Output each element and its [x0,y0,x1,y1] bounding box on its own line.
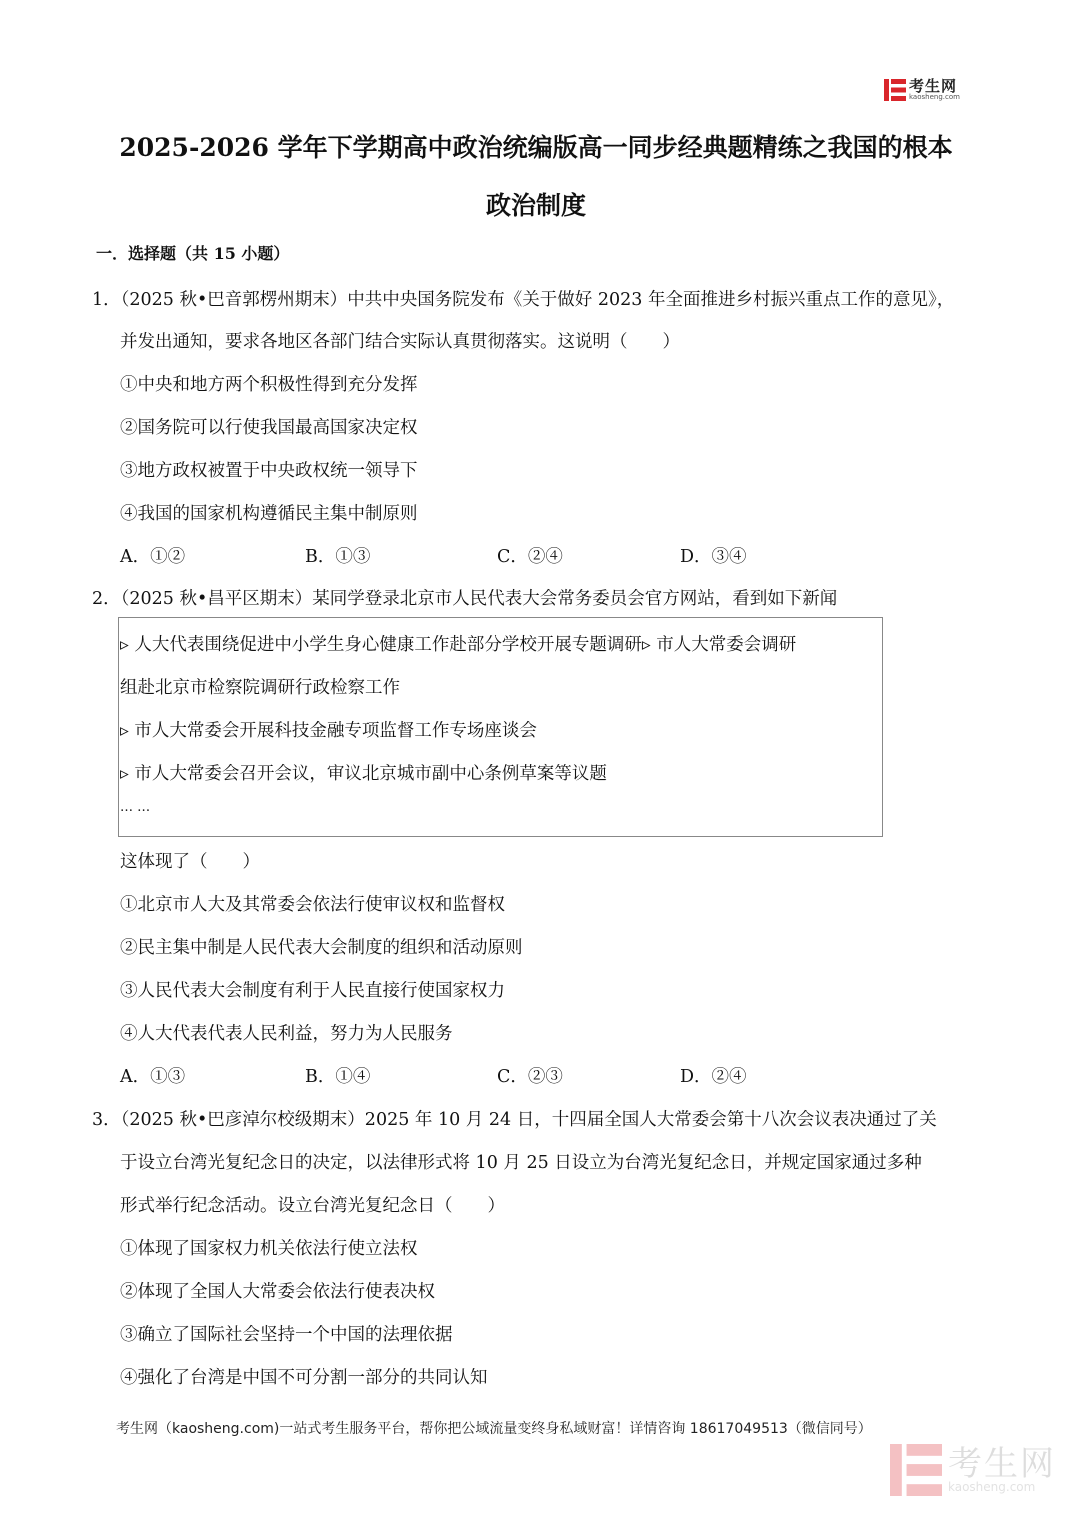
document-title-line-1: 2025-2026 学年下学期高中政治统编版高一同步经典题精练之我国的根本 [119,133,953,162]
kaosheng-logo [884,77,974,103]
q2-option-a: A．①③ [120,1067,186,1087]
q3-stem-line-3: 形式举行纪念活动。设立台湾光复纪念日（ ） [120,1196,505,1216]
q1-stem-line-1: 1．（2025 秋•巴音郭楞州期末）中共中央国务院发布《关于做好 2023 年全面推进乡村振兴重点工作的意见》， [92,290,955,310]
q2-option-b: B．①④ [305,1067,371,1087]
q2-stem-line-1: 2．（2025 秋•昌平区期末）某同学登录北京市人民代表大会常务委员会官方网站，看到如下新闻 [92,589,838,609]
news-ellipsis: … … [120,800,151,815]
q2-item: ①北京市人大及其常委会依法行使审议权和监督权 [120,895,505,915]
q3-stem-line-2: 于设立台湾光复纪念日的决定，以法律形式将 10 月 25 日设立为台湾光复纪念日，并规定国家通过多种 [120,1153,922,1173]
section-heading: 一．选择题（共 15 小题） [96,244,290,263]
q3-stem-line-1: 3．（2025 秋•巴彦淖尔校级期末）2025 年 10 月 24 日，十四届全国人大常委会第十八次会议表决通过了关 [92,1110,937,1130]
watermark [890,1440,1060,1500]
news-item: ▹ 人大代表围绕促进中小学生身心健康工作赴部分学校开展专题调研▹ 市人大常委会调研 [120,635,797,655]
q3-item: ①体现了国家权力机关依法行使立法权 [120,1239,418,1259]
q1-option-a: A．①② [120,547,186,567]
news-item: 组赴北京市检察院调研行政检察工作 [120,678,400,698]
q2-stem-line-2: 这体现了（ ） [120,852,260,872]
news-item: ▹ 市人大常委会召开会议，审议北京城市副中心条例草案等议题 [120,764,607,784]
q1-item: ①中央和地方两个积极性得到充分发挥 [120,375,418,395]
q1-stem-line-2: 并发出通知，要求各地区各部门结合实际认真贯彻落实。这说明（ ） [120,332,680,352]
q2-item: ②民主集中制是人民代表大会制度的组织和活动原则 [120,938,523,958]
q2-option-c: C．②③ [497,1067,563,1087]
news-item: ▹ 市人大常委会开展科技金融专项监督工作专场座谈会 [120,721,537,741]
q1-option-b: B．①③ [305,547,371,567]
watermark-text: 考生网 [948,1444,1056,1484]
watermark-logo-icon [890,1444,942,1496]
watermark-url: kaosheng.com [948,1480,1036,1494]
document-title-line-2: 政治制度 [485,191,586,220]
q3-item: ③确立了国际社会坚持一个中国的法理依据 [120,1325,453,1345]
q1-item: ③地方政权被置于中央政权统一领导下 [120,461,418,481]
logo-url: kaosheng.com [909,93,960,101]
q1-item: ④我国的国家机构遵循民主集中制原则 [120,504,418,524]
q2-item: ④人大代表代表人民利益，努力为人民服务 [120,1024,453,1044]
q1-option-c: C．②④ [497,547,563,567]
logo-text: 考生网 [909,77,958,95]
q1-option-d: D．③④ [680,547,747,567]
q3-item: ④强化了台湾是中国不可分割一部分的共同认知 [120,1368,488,1388]
kaosheng-logo-icon [884,79,906,101]
footer-text: 考生网（kaosheng.com)一站式考生服务平台，帮你把公域流量变终身私域财富！详情咨询 18617049513（微信同号） [116,1421,872,1437]
q2-option-d: D．②④ [680,1067,747,1087]
q2-item: ③人民代表大会制度有利于人民直接行使国家权力 [120,981,505,1001]
q3-item: ②体现了全国人大常委会依法行使表决权 [120,1282,435,1302]
q1-item: ②国务院可以行使我国最高国家决定权 [120,418,418,438]
